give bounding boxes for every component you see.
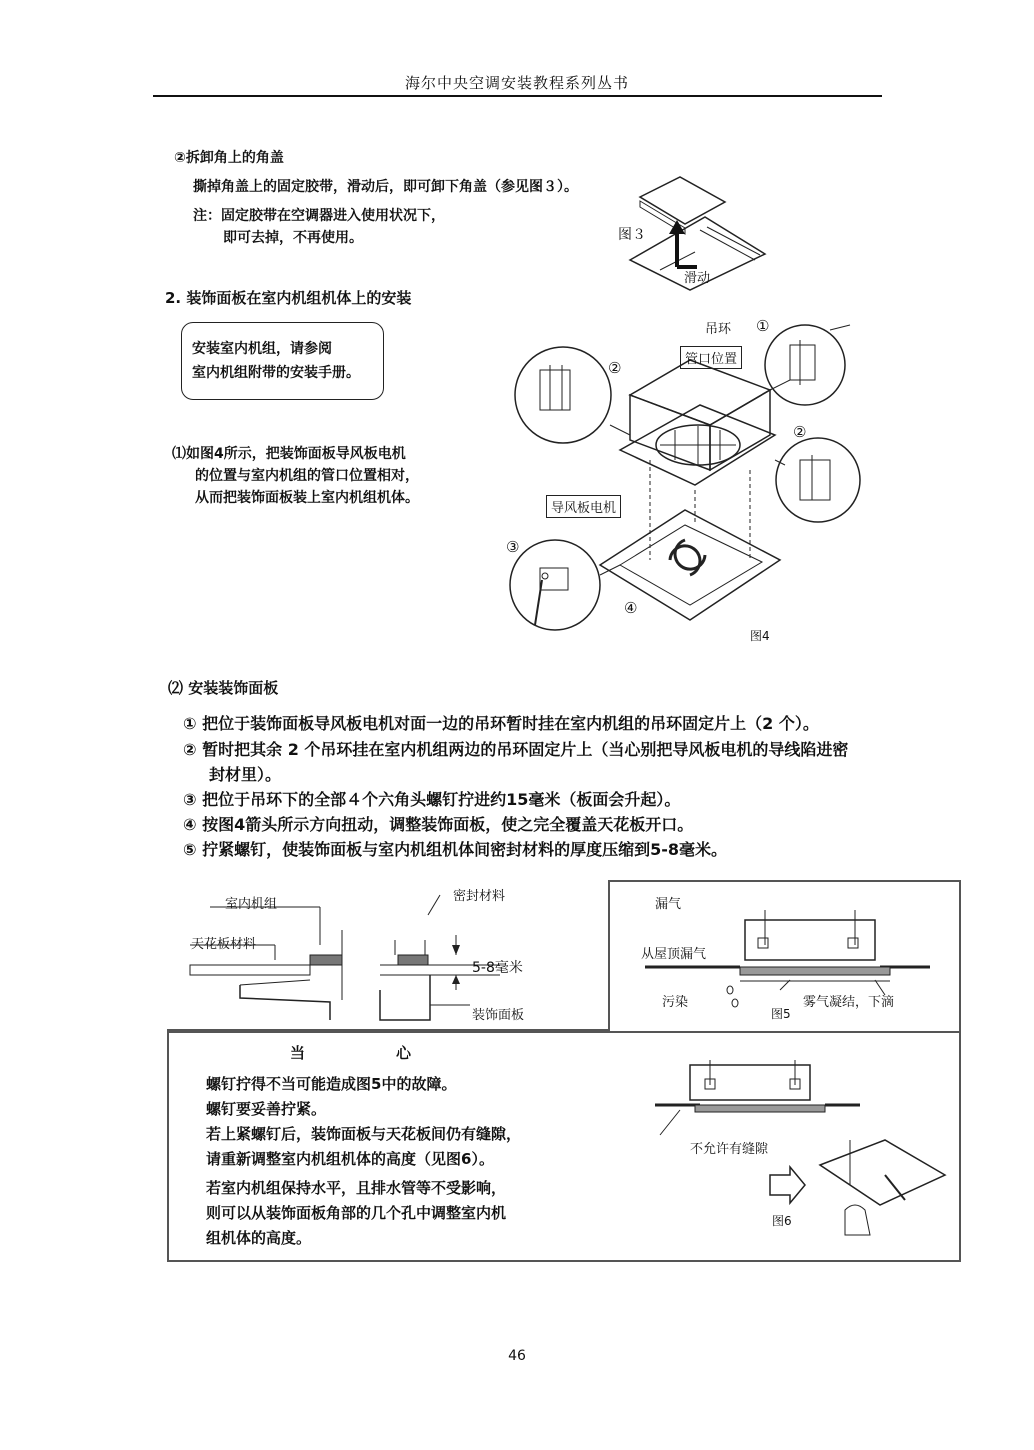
corner-cover-text: 撕掉角盖上的固定胶带，滑动后，即可卸下角盖（参见图３）。 — [193, 179, 578, 195]
fig5-roof-leak-label: 从屋顶漏气 — [641, 947, 707, 962]
fig4-callout-2-right: ② — [793, 423, 807, 441]
align-step-line-3: 从而把装饰面板装上室内机组机体。 — [195, 490, 419, 506]
install-step-1: ① 把位于装饰面板导风板电机对面一边的吊环暂时挂在室内机组的吊环固定片上（2 个）。 — [183, 714, 819, 733]
install-step-4: ④ 按图4箭头所示方向扭动，调整装饰面板，使之完全覆盖天花板开口。 — [183, 815, 694, 834]
fig6-no-gap-label: 不允许有缝隙 — [690, 1142, 769, 1157]
fig4-callout-4: ④ — [624, 599, 638, 617]
caution-title-2: 心 — [396, 1044, 412, 1062]
fig5-leak-label: 漏气 — [655, 897, 682, 912]
fig4-caption: 图4 — [750, 629, 770, 643]
section2-heading: 2. 装饰面板在室内机组机体上的安装 — [165, 289, 412, 307]
fig4-motor-label: 导风板电机 — [546, 495, 621, 518]
refer-manual-box — [181, 322, 384, 400]
fig5-condensation-label: 雾气凝结，下滴 — [803, 995, 895, 1010]
header-rule — [153, 95, 882, 97]
fig4-callout-1: ① — [756, 317, 770, 335]
caution-line-7: 组机体的高度。 — [206, 1229, 312, 1247]
caution-line-3: 若上紧螺钉后，装饰面板与天花板间仍有缝隙， — [206, 1125, 522, 1143]
install-step-3: ③ 把位于吊环下的全部４个六角头螺钉拧进约15毫米（板面会升起）。 — [183, 790, 681, 809]
ceiling-material-label: 天花板材料 — [191, 937, 257, 952]
decorative-panel-label: 装饰面板 — [472, 1008, 525, 1023]
align-step-line-1: ⑴如图4所示，把装饰面板导风板电机 — [172, 446, 406, 462]
corner-cover-note-1: 注：固定胶带在空调器进入使用状况下， — [193, 208, 445, 224]
align-step-line-2: 的位置与室内机组的管口位置相对， — [195, 468, 419, 484]
install-step-5: ⑤ 拧紧螺钉，使装饰面板与室内机组机体间密封材料的厚度压缩到5-8毫米。 — [183, 840, 728, 859]
corner-cover-heading: ②拆卸角上的角盖 — [174, 150, 284, 166]
install-step-2-cont: 封材里）。 — [209, 765, 282, 784]
refer-manual-line-2: 室内机组附带的安装手册。 — [192, 365, 360, 381]
caution-title-1: 当 — [290, 1044, 306, 1062]
fig6-caption: 图6 — [772, 1214, 792, 1228]
fig4-hook-label: 吊环 — [705, 322, 732, 337]
seal-thickness-label: 5-8毫米 — [472, 960, 523, 976]
caution-line-4: 请重新调整室内机组机体的高度（见图6）。 — [206, 1150, 494, 1168]
fig5-caption: 图5 — [771, 1007, 791, 1021]
caution-line-2: 螺钉要妥善拧紧。 — [206, 1100, 327, 1118]
install-step-2: ② 暂时把其余 2 个吊环挂在室内机组两边的吊环固定片上（当心别把导风板电机的导线陷进密 — [183, 740, 849, 759]
corner-cover-note-2: 即可去掉，不再使用。 — [223, 230, 363, 246]
caution-line-5: 若室内机组保持水平，且排水管等不受影响， — [206, 1179, 507, 1197]
fig3-caption: 图３ — [618, 227, 646, 243]
fig4-callout-3: ③ — [506, 538, 520, 556]
caution-line-6: 则可以从装饰面板角部的几个孔中调整室内机 — [206, 1204, 507, 1222]
fig4-pipe-position-label: 管口位置 — [680, 346, 742, 369]
page-number: 46 — [508, 1348, 526, 1364]
seal-material-label: 密封材料 — [453, 889, 506, 904]
install-panel-heading: ⑵ 安装装饰面板 — [168, 679, 279, 697]
refer-manual-line-1: 安装室内机组，请参阅 — [192, 341, 332, 357]
fig5-contamination-label: 污染 — [662, 995, 689, 1010]
caution-line-1: 螺钉拧得不当可能造成图5中的故障。 — [206, 1075, 457, 1093]
indoor-unit-label: 室内机组 — [225, 897, 278, 912]
running-header: 海尔中央空调安装教程系列丛书 — [404, 74, 629, 92]
fig3-slide-label: 滑动 — [684, 271, 711, 286]
fig4-callout-2-left: ② — [608, 359, 622, 377]
